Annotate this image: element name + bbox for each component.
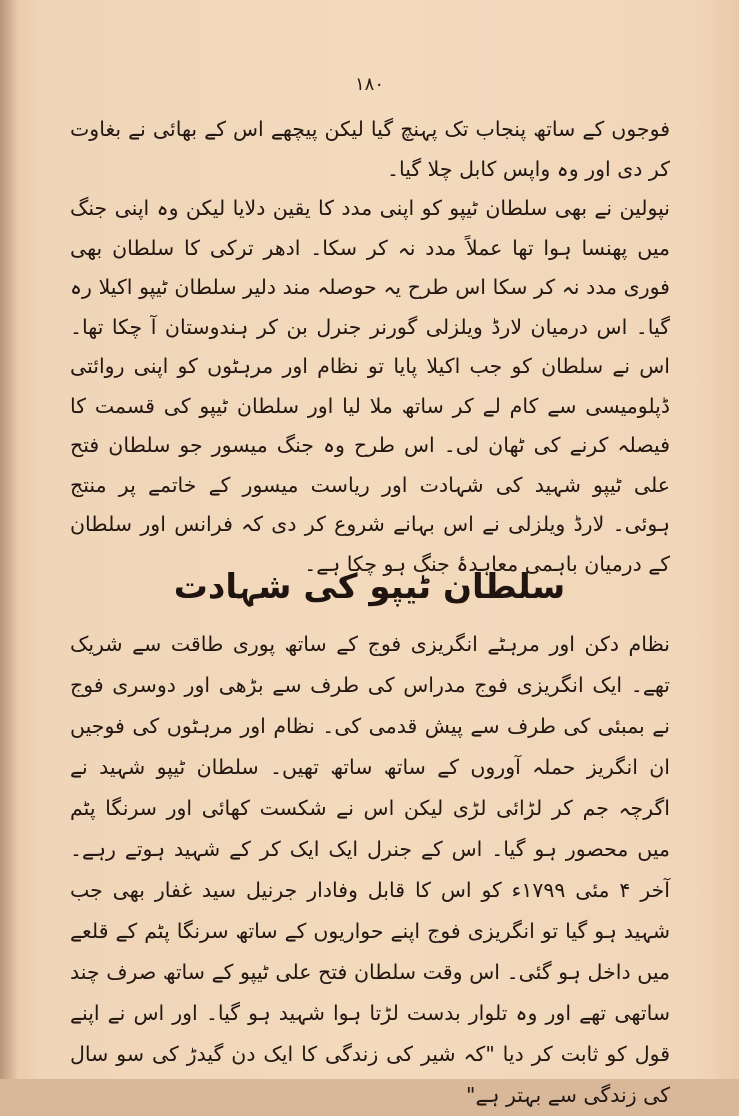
page-binding-shadow	[0, 0, 18, 1079]
section1-paragraph-2: نپولین نے بھی سلطان ٹیپو کو اپنی مدد کا یقین دلایا لیکن وہ اپنی جنگ میں پھنسا ہوا تھا عملاً مدد نہ کر سکا۔ ادھر ترکی کا سلطان بھی فوری مدد نہ کر سکا اس طرح یہ حوصلہ مند دلیر سلطان ٹیپو اکیلا رہ گیا۔ اس درمیان لارڈ ویلزلی گورنر جنرل بن کر ہندوستان آ چکا تھا۔ اس نے سلطان کو جب اکیلا پایا تو نظام اور مرہٹوں کو اپنی روائتی ڈپلومیسی سے کام لے کر ساتھ ملا لیا اور سلطان ٹیپو کی قسمت کا فیصلہ کرنے کی ٹھان لی۔ اس طرح وہ جنگ میسور جو سلطان فتح علی ٹیپو شہید کی شہادت اور ریاست میسور کے خاتمے پر منتج ہوئی۔ لارڈ ویلزلی نے اس بہانے شروع کر دی کہ فرانس اور سلطان کے درمیان باہمی معاہدۂ جنگ ہو چکا ہے۔	[70, 196, 670, 576]
section1-body	[70, 110, 670, 584]
section-heading: سلطان ٹیپو کی شہادت	[173, 567, 566, 607]
section2-paragraph-1: نظام دکن اور مرہٹے انگریزی فوج کے ساتھ پوری طاقت سے شریک تھے۔ ایک انگریزی فوج مدراس کی طرف سے بڑھی اور دوسری فوج نے بمبئی کی طرف سے پیش قدمی کی۔ نظام اور مرہٹوں کی فوجیں ان انگریز حملہ آوروں کے ساتھ ساتھ تھیں۔ سلطان ٹیپو شہید نے اگرچہ جم کر لڑائی لڑی لیکن اس نے شکست کھائی اور سرنگا پٹم میں محصور ہو گیا۔ اس کے جنرل ایک ایک کر کے شہید ہوتے رہے۔ آخر ۴ مئی ۱۷۹۹ء کو اس کا قابل وفادار جرنیل سید غفار بھی جب شہید ہو گیا تو انگریزی فوج اپنے حواریوں کے ساتھ سرنگا پٹم کے قلعے میں داخل ہو گئی۔ اس وقت سلطان فتح علی ٹیپو کے ساتھ صرف چند ساتھی تھے اور وہ تلوار بدست لڑتا ہوا شہید ہو گیا۔ اور اس نے اپنے قول کو ثابت کر دیا "کہ شیر کی زندگی کا ایک دن گیدڑ کی سو سال کی زندگی سے بہتر ہے"	[70, 632, 670, 1107]
page-number: ۱۸۰	[354, 74, 384, 95]
section1-paragraph-1: فوجوں کے ساتھ پنجاب تک پہنچ گیا لیکن پیچھے اس کے بھائی نے بغاوت کر دی اور وہ واپس کابل چلا گیا۔	[70, 117, 670, 181]
section2-body	[70, 624, 670, 1116]
